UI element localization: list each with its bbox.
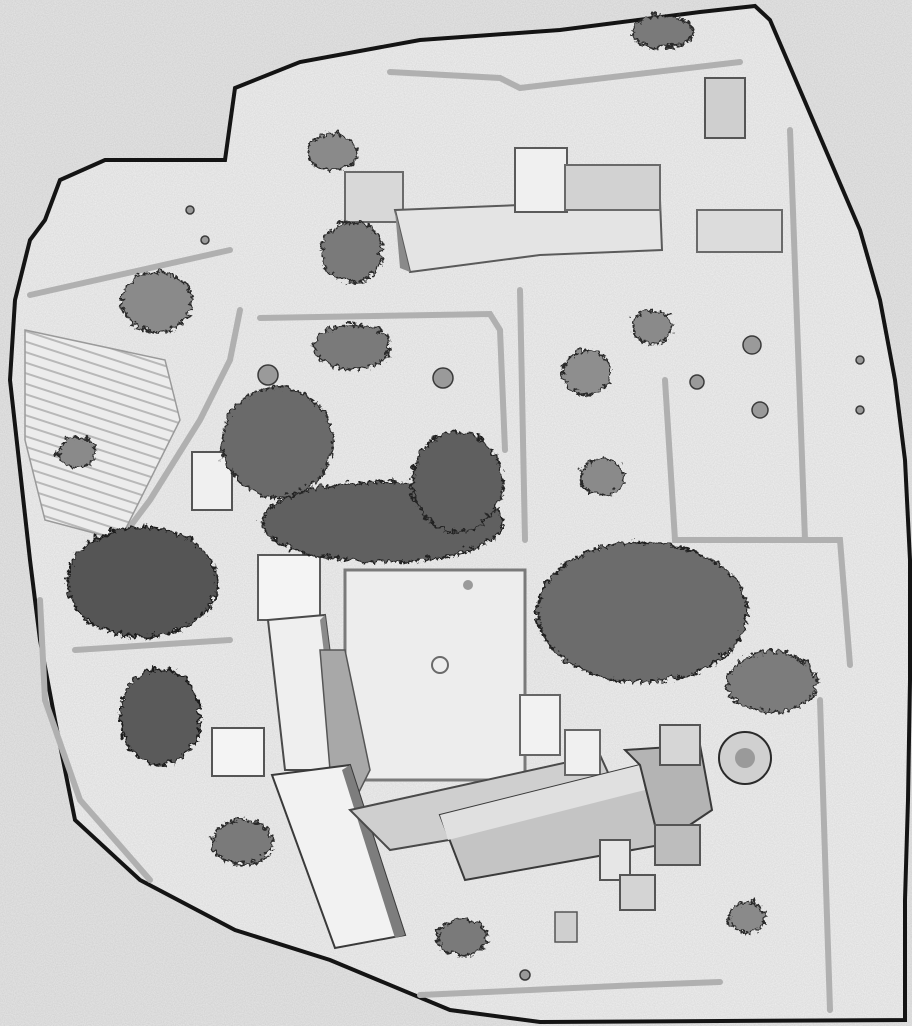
- tree-east-garden-3: [561, 348, 609, 392]
- tree-east-edge: [725, 650, 815, 710]
- shrub: [201, 236, 209, 244]
- roof-north-east-wing: [565, 165, 660, 210]
- tree-garden-north: [312, 323, 388, 367]
- tree-south-west-small: [210, 818, 270, 862]
- shrub: [752, 402, 768, 418]
- roof-cloister-corner: [520, 695, 560, 755]
- roof-south-west-shed: [212, 728, 264, 776]
- tree-west-field: [120, 270, 190, 330]
- tree-south-east: [727, 900, 763, 930]
- tree-north-edge: [630, 14, 690, 46]
- structure-north-east-ruin: [705, 78, 745, 138]
- roof-church-chapel-south: [655, 825, 700, 865]
- shrub: [258, 365, 278, 385]
- tree-south: [435, 917, 485, 953]
- tree-cluster-west: [220, 385, 330, 495]
- roof-church-tower: [660, 725, 700, 765]
- tree-east-garden-1: [630, 309, 670, 341]
- shrub: [520, 970, 530, 980]
- tree-north-west: [320, 220, 380, 280]
- tree-grove-east: [535, 540, 745, 680]
- roof-north-west-annex: [345, 172, 403, 222]
- roof-north-tower: [515, 148, 567, 212]
- tree-east-garden-2: [578, 457, 622, 493]
- cloister-courtyard: [345, 570, 525, 780]
- structure-south-small: [555, 912, 577, 942]
- shrub: [743, 336, 761, 354]
- tree-north-west-small: [305, 132, 355, 168]
- tree-central: [410, 430, 500, 530]
- shrub: [690, 375, 704, 389]
- roof-west-wing-north: [258, 555, 320, 620]
- tree-vineyard: [57, 435, 93, 465]
- shrub: [856, 406, 864, 414]
- church-apse-dome-top: [735, 748, 755, 768]
- roof-south-chapel: [565, 730, 600, 775]
- courtyard-tree: [463, 580, 473, 590]
- structure-south-annex: [620, 875, 655, 910]
- roof-north-east-annex: [697, 210, 782, 252]
- tree-south-west: [118, 667, 198, 763]
- tree-cluster-south-west: [65, 525, 215, 635]
- shrub: [433, 368, 453, 388]
- shrub: [186, 206, 194, 214]
- shrub: [856, 356, 864, 364]
